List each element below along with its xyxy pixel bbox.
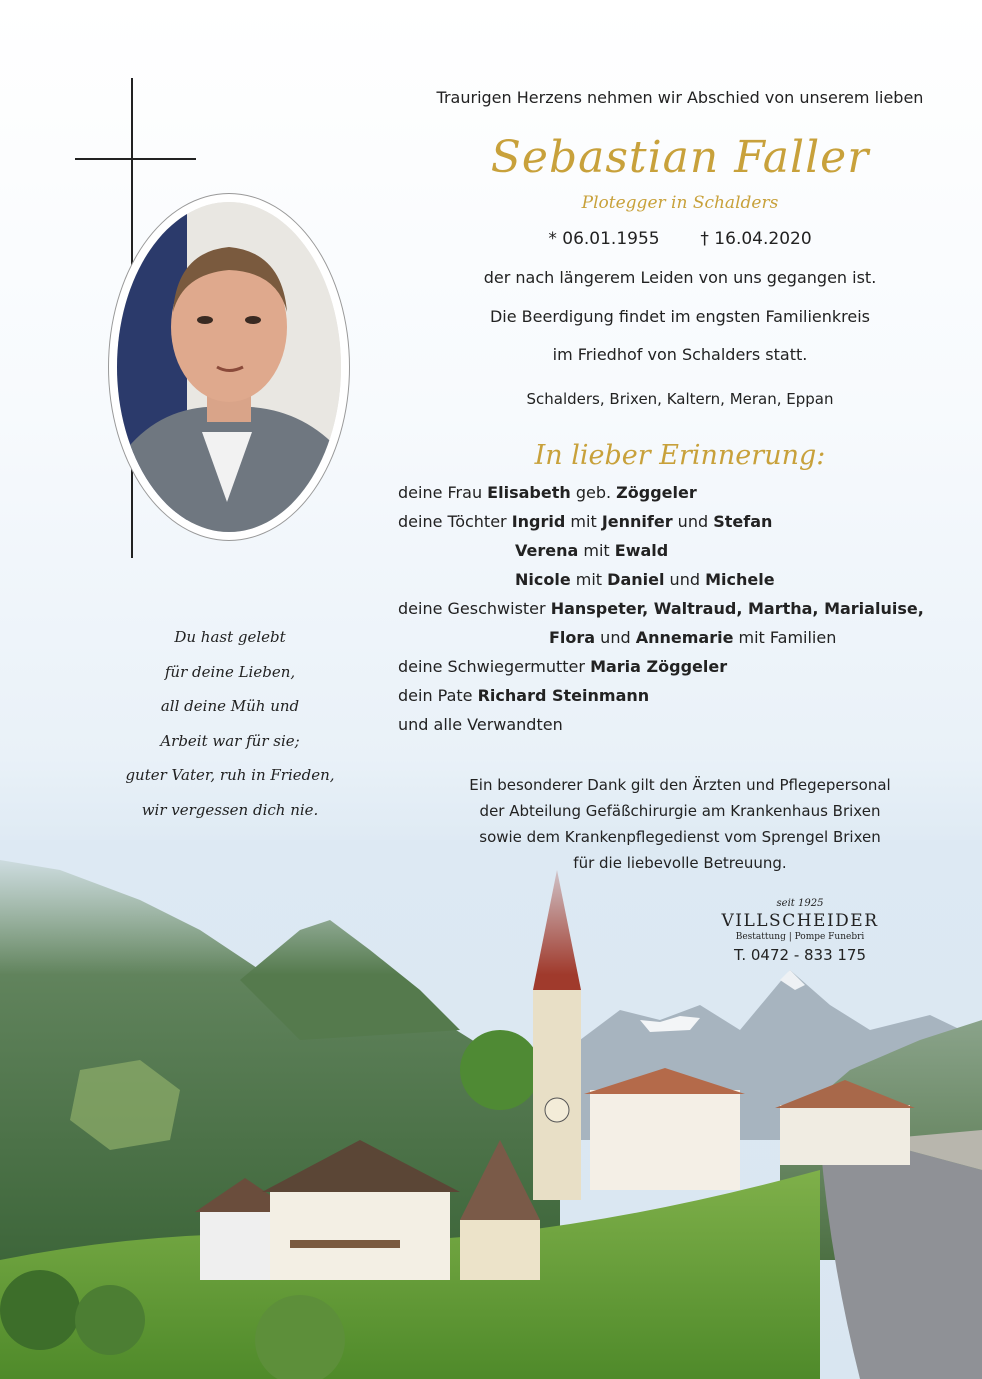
relative-line: dein Pate Richard Steinmann	[398, 686, 650, 705]
passing-text: der nach längerem Leiden von uns gegangen ist.	[483, 268, 877, 287]
poem-line: für deine Lieben,	[164, 662, 296, 681]
portrait-photo	[117, 202, 341, 532]
relative-line: Nicole mit Daniel und Michele	[515, 570, 775, 589]
birth-date: * 06.01.1955	[548, 229, 660, 249]
thanks-line: für die liebevolle Betreuung.	[573, 854, 787, 872]
deceased-name: Sebastian Faller	[490, 132, 870, 183]
thanks-line: sowie dem Krankenpflegedienst vom Sprengel Brixen	[479, 828, 881, 846]
thanks-line: Ein besonderer Dank gilt den Ärzten und Pflegepersonal	[469, 776, 891, 794]
undertaker-phone: T. 0472 - 833 175	[733, 946, 867, 964]
cross-icon-horizontal	[75, 158, 196, 160]
poem-line: guter Vater, ruh in Frieden,	[125, 766, 335, 784]
memorial-poem	[120, 620, 340, 827]
funeral-text: Die Beerdigung findet im engsten Familienkreis	[489, 307, 870, 326]
thanks-line: der Abteilung Gefäßchirurgie am Krankenhaus Brixen	[479, 802, 881, 820]
death-date: † 16.04.2020	[700, 229, 812, 249]
undertaker-logo	[700, 898, 900, 964]
poem-line: Du hast gelebt	[174, 628, 286, 646]
poem-line: Arbeit war für sie;	[160, 731, 300, 750]
relative-line: deine Frau Elisabeth geb. Zöggeler	[398, 483, 697, 502]
poem-line: all deine Müh und	[160, 697, 300, 715]
intro-text: Traurigen Herzens nehmen wir Abschied von unserem lieben	[436, 88, 924, 107]
undertaker-subtitle: Bestattung | Pompe Funebri	[735, 932, 865, 942]
relative-line: Verena mit Ewald	[515, 541, 669, 560]
undertaker-since: seit 1925	[776, 898, 824, 909]
undertaker-name: VILLSCHEIDER	[721, 911, 879, 931]
poem-line: wir vergessen dich nie.	[141, 800, 319, 819]
cemetery-text: im Friedhof von Schalders statt.	[552, 345, 808, 364]
relative-line: deine Töchter Ingrid mit Jennifer und Stefan	[398, 512, 773, 531]
relative-line: deine Schwiegermutter Maria Zöggeler	[398, 657, 728, 676]
deceased-nickname: Plotegger in Schalders	[581, 193, 779, 213]
memory-heading: In lieber Erinnerung:	[534, 440, 826, 471]
relative-line: und alle Verwandten	[398, 715, 563, 734]
life-dates	[380, 229, 980, 249]
places-text: Schalders, Brixen, Kaltern, Meran, Eppan	[526, 390, 834, 408]
relative-line: deine Geschwister Hanspeter, Waltraud, Martha, Marialuise,	[398, 599, 924, 618]
portrait-frame	[108, 193, 350, 541]
thanks-paragraph	[380, 772, 980, 876]
relative-line: Flora und Annemarie mit Familien	[549, 628, 837, 647]
